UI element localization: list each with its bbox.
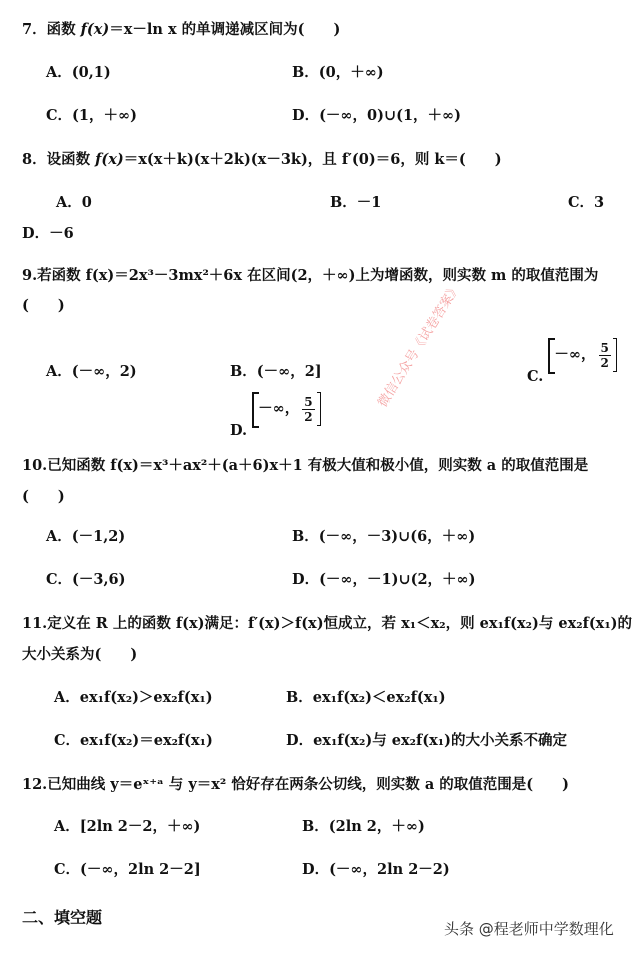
q11-option-b: B．ex₁f(x₂)＜ex₂f(x₁) (286, 689, 446, 706)
q10-option-d: D．(－∞，－1)∪(2，＋∞) (292, 571, 476, 588)
q11-option-c: C．ex₁f(x₂)＝ex₂f(x₁) (54, 732, 213, 749)
q9-option-c-label: C. (527, 368, 544, 385)
q9-option-c (527, 338, 617, 385)
q11-option-a: A．ex₁f(x₂)＞ex₂f(x₁) (54, 689, 213, 706)
q8-option-d: D．－6 (22, 225, 74, 242)
q11-option-d: D．ex₁f(x₂)与 ex₂f(x₁)的大小关系不确定 (286, 732, 567, 749)
q9-option-d (230, 392, 321, 439)
q8-option-b: B．－1 (330, 194, 382, 211)
q9-option-d-left: －∞， (258, 400, 300, 417)
q8-stem: 8．设函数 f(x)＝x(x＋k)(x＋2k)(x－3k)，且 f′(0)＝6，则 k＝( ) (22, 151, 502, 168)
q12-option-c: C．(－∞，2ln 2－2] (54, 861, 201, 878)
q9-option-d-interval (252, 392, 320, 426)
q7-option-c: C．(1，＋∞) (46, 107, 137, 124)
q9-option-a: A．(－∞，2) (46, 363, 137, 380)
watermark-text: 微信公众号《试卷答案》 (375, 280, 464, 411)
q7-option-a: A．(0,1) (46, 64, 111, 81)
q10-option-b: B．(－∞，－3)∪(6，＋∞) (292, 528, 476, 545)
q9-option-c-interval (548, 338, 616, 372)
q7-option-b: B．(0，＋∞) (292, 64, 384, 81)
q11-stem-line1: 11.定义在 R 上的函数 f(x)满足：f′(x)＞f(x)恒成立，若 x₁＜x₂，则 ex₁f(x₂)与 ex₂f(x₁)的 (22, 615, 633, 632)
q12-option-a: A．[2ln 2－2，＋∞) (54, 818, 201, 835)
q12-option-b: B．(2ln 2，＋∞) (302, 818, 425, 835)
q10-option-c: C．(－3,6) (46, 571, 126, 588)
q9-stem-line2: ( ) (22, 297, 65, 314)
q11-stem-line2: 大小关系为( ) (22, 646, 138, 663)
q9-stem-line1: 9.若函数 f(x)＝2x³－3mx²＋6x 在区间(2，＋∞)上为增函数，则实数 m 的取值范围为 (22, 267, 599, 284)
q12-stem: 12.已知曲线 y＝eˣ⁺ᵃ 与 y＝x² 恰好存在两条公切线，则实数 a 的取值范围是( ) (22, 776, 569, 793)
q9-option-d-fraction: $\frac{5}{2}$ (304, 394, 313, 424)
q10-stem-line2: ( ) (22, 488, 65, 505)
q8-option-c: C．3 (568, 194, 605, 211)
footer-watermark: 头条 @程老师中学数理化 (444, 920, 614, 938)
q8-option-a: A．0 (56, 194, 92, 211)
q10-stem-line1: 10.已知函数 f(x)＝x³＋ax²＋(a＋6)x＋1 有极大值和极小值，则实数 a 的取值范围是 (22, 457, 589, 474)
q7-stem: 7．函数 f(x)＝x－ln x 的单调递减区间为( ) (22, 21, 341, 38)
q10-option-a: A．(－1,2) (46, 528, 126, 545)
q9-option-c-left: －∞， (554, 346, 596, 363)
q9-option-d-label: D. (230, 422, 248, 439)
q9-option-c-fraction: $\frac{5}{2}$ (600, 340, 609, 370)
q9-option-b: B．(－∞，2] (230, 363, 322, 380)
section-title: 二、填空题 (22, 908, 103, 927)
q7-option-d: D．(－∞，0)∪(1，＋∞) (292, 107, 462, 124)
q12-option-d: D．(－∞，2ln 2－2) (302, 861, 450, 878)
